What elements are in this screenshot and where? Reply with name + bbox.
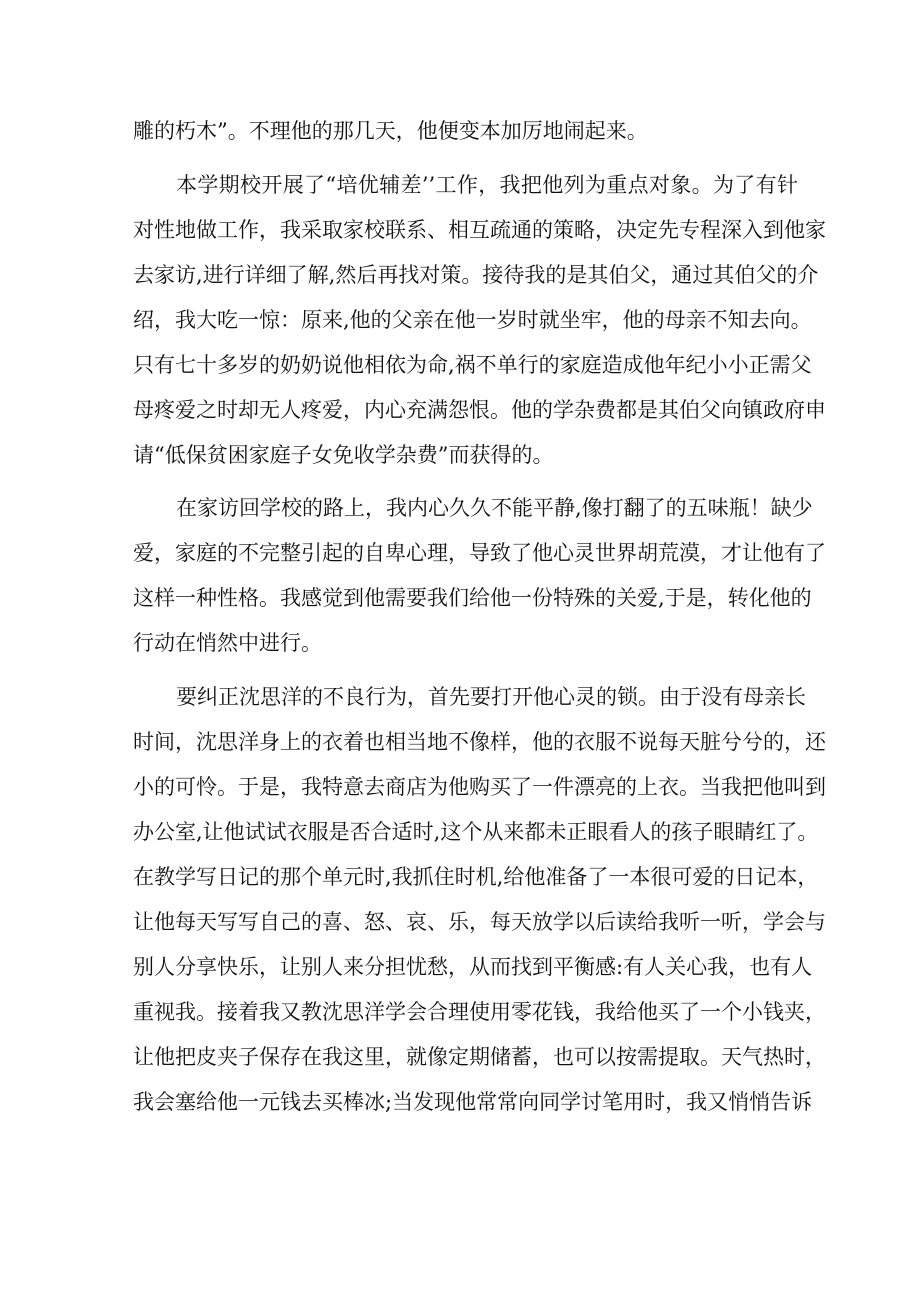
text-line: 行动在悄然中进行。 xyxy=(133,631,322,655)
text-line: 在家访回学校的路上，我内心久久不能平静,像打翻了的五味瓶！缺少 xyxy=(176,496,813,520)
text-line: 母疼爱之时却无人疼爱，内心充满怨恨。他的学杂费都是其伯父向镇政府申 xyxy=(133,398,826,422)
text-line: 去家访,进行详细了解,然后再找对策。接待我的是其伯父，通过其伯父的介 xyxy=(133,263,819,287)
text-line: 重视我。接着我又教沈思洋学会合理使用零花钱，我给他买了一个小钱夹， xyxy=(133,1000,826,1024)
text-line: 请“低保贫困家庭子女免收学杂费”而获得的。 xyxy=(133,443,554,467)
text-line: 别人分享快乐，让别人来分担忧愁，从而找到平衡感:有人关心我，也有人 xyxy=(133,955,813,979)
text-line: 绍，我大吃一惊：原来,他的父亲在他一岁时就坐牢，他的母亲不知去向。 xyxy=(133,308,812,332)
text-line: 小的可怜。于是，我特意去商店为他购买了一件漂亮的上衣。当我把他叫到 xyxy=(133,775,826,799)
text-line: 这样一种性格。我感觉到他需要我们给他一份特殊的关爱,于是，转化他的 xyxy=(133,586,812,610)
text-line: 爱，家庭的不完整引起的自卑心理，导致了他心灵世界胡荒漠，才让他有了 xyxy=(133,541,826,565)
text-line: 让他把皮夹子保存在我这里，就像定期储蓄，也可以按需提取。天气热时， xyxy=(133,1045,826,1069)
text-line: 要纠正沈思洋的不良行为，首先要打开他心灵的锁。由于没有母亲长 xyxy=(176,685,806,709)
text-line: 对性地做工作，我采取家校联系、相互疏通的策略，决定先专程深入到他家 xyxy=(133,218,826,242)
text-line: 本学期校开展了“培优辅差’’工作，我把他列为重点对象。为了有针 xyxy=(176,173,798,197)
text-line: 只有七十多岁的奶奶说他相依为命,祸不单行的家庭造成他年纪小小正需父 xyxy=(133,353,812,377)
text-line: 办公室,让他试试衣服是否合适时,这个从来都未正眼看人的孩子眼睛红了。 xyxy=(133,820,819,844)
text-line: 时间，沈思洋身上的衣着也相当地不像样，他的衣服不说每天脏兮兮的，还 xyxy=(133,730,826,754)
text-line: 让他每天写写自己的喜、怒、哀、乐，每天放学以后读给我听一听，学会与 xyxy=(133,910,826,934)
text-line: 雕的朽木”。不理他的那几天，他便变本加厉地闹起来。 xyxy=(133,119,648,143)
text-line: 在教学写日记的那个单元时,我抓住时机,给他准备了一本很可爱的日记本， xyxy=(133,865,819,889)
text-line: 我会塞给他一元钱去买棒冰;当发现他常常向同学讨笔用时，我又悄悄告诉 xyxy=(133,1090,813,1114)
